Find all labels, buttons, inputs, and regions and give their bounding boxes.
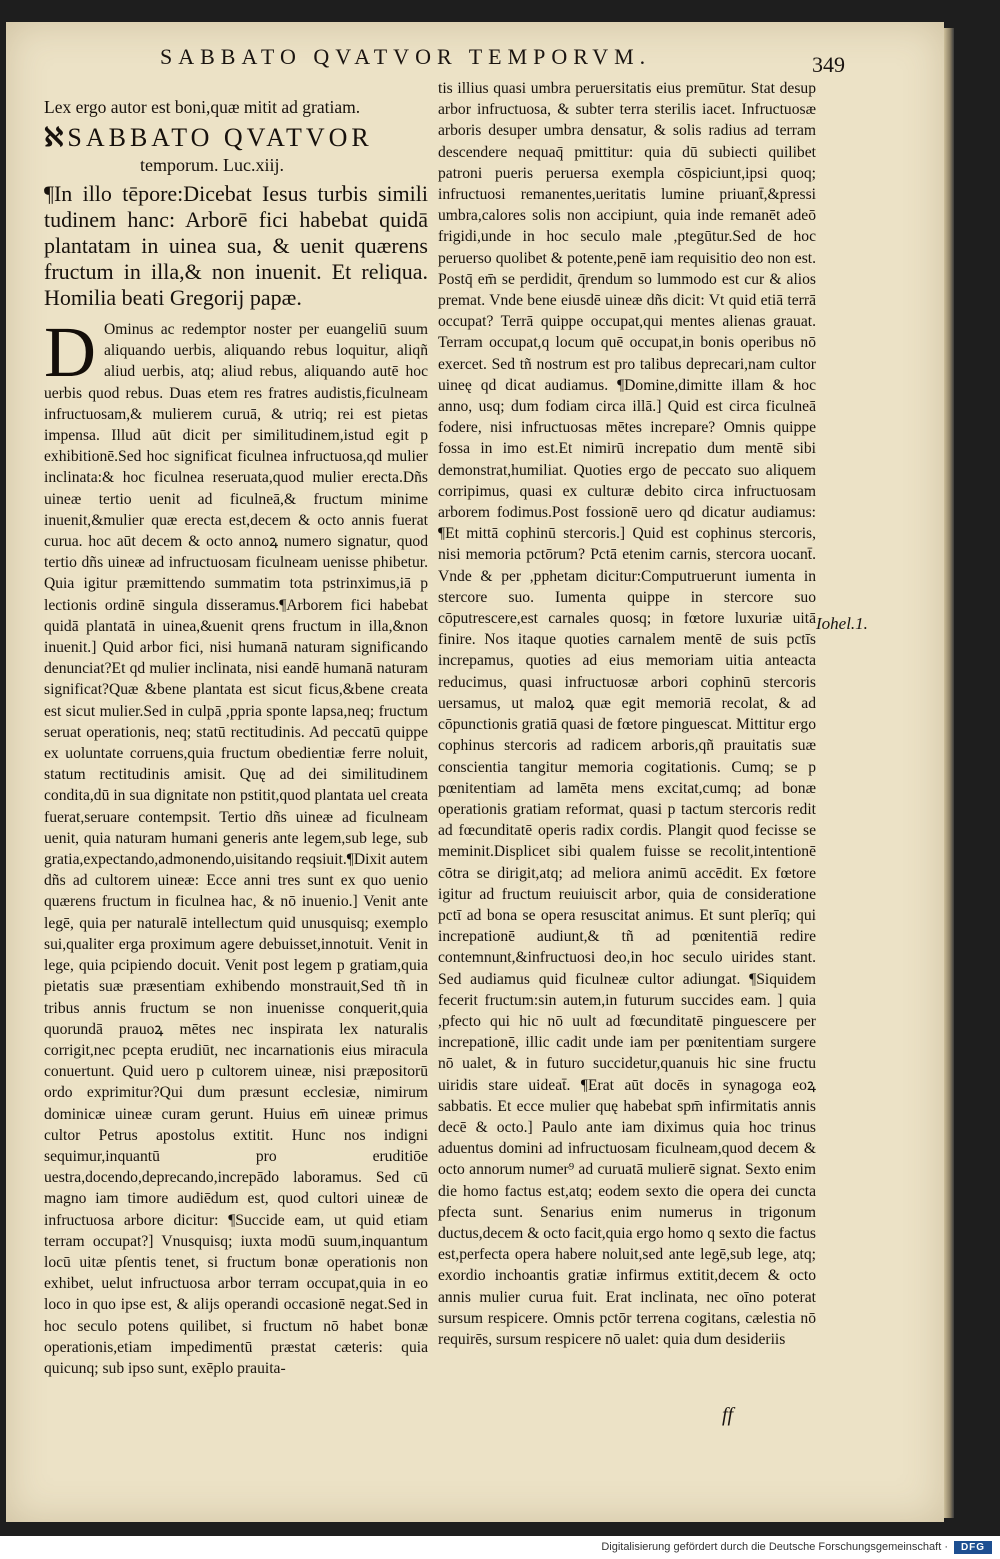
dfg-logo-icon: DFG [954, 1541, 992, 1554]
footer-credit: Digitalisierung gefördert durch die Deutsche Forschungsgemeinschaft · [601, 1541, 948, 1553]
page-edge [944, 28, 954, 1518]
homily-text-right: tis illius quasi umbra peruersitatis eius premūtur. Stat desup arbor infructuosa, & subter terra sterilis iacet. Infructuosæ arboris desuper umbra densatur, & solis radius ad terram descendere nequaq̄ pmittitur: quia dū subiecti quilibet patroni pueris peruersa exempla cōspiciunt,ipsi quoq; infructuosi remanentes,ueritatis lumine priuant̄,&pressi umbra,calores solis non accipiunt, quia inde remanēt adeō frigidi,unde in hoc seculo male ,ptegūtur.Sed de hoc peruerso quolibet & potente,penē iam requisitio deo non est. Postq̄ em̄ se perdidit, q̄rendum so lummodo est cur & alios premat. Vnde bene eiusdē uineæ dñs dicit: Vt quid etiā terrā occupat? Terrā quippe occupat,qui mentes alienas grauat. Terram occupat,q locum quē occupat,in bonis operibus nō exercet. Sed tñ nostrum est pro talibus deprecari,nam cultor uineę qd dicat audiamus. ¶Domine,dimitte illam & hoc anno, usq; dum fodiam circa illā.] Quid est circa ficulneā fodere, nisi infructuosas mētes increpare? Omnis quippe fossa in imo est.Et nimirū increpatio dum mentē sibi demonstrat,humiliat. Quoties ergo de peccato suo aliquem corripimus, quasi ex culturæ debito circa infructuosam arborem fodimus.Post fossionē uero qd dicatur audiamus: ¶Et mittā cophinū stercoris.] Quid est cophinus stercoris, nisi memoria pctōrum? Pctā etenim carnis, stercora uocant̄. Vnde & per ,pphetam dicitur:Computruerunt iumenta in stercore suo. Iumenta quippe in stercore suo cōputrescere,est carnales quosq; in fœtore luxuriæ uitā finire. Nos itaque quoties carnalem mentē de suis pctīs increpamus, quoties ad eius memoriam uitia anteacta reducimus, quasi infructuosæ arbori cophinū stercoris uersamus, ut maloꝝ quæ egit memoriā recolat, & ad cōpunctionis gratiā quasi de fœtore pinguescat. Mittitur ergo cophinus stercoris ad radicem arboris,qñ prauitatis suæ conscientia tangitur memoria cogitationis. Cumq; se p pœnitentiam ad lamēta mens excitat,cumq; ad bonæ operationis gratiam reformat, quasi p tactum stercoris redit ad fœcunditatē operis radix cordis. Plangit quod fecisse se meminit.Displicet sibi qualem fuisse se recolit,intentionē cōtra se dirigit,atq; ad meliora animū accēdit. Ex fœtore igitur ad fructum reuiuiscit arbor, quia de consideratione pctī ad bona se opera resuscitat animus. Et sunt plerīq; qui increpationē audiunt,& tñ ad pœnitentiā redire contemnunt,&infructuosi deo,in hoc seculo uirides stant. Sed audiamus quid ficulneæ cultor adiungat. ¶Siquidem fecerit fructum:sin autem,in futurum succides eam. ] quia ,pfecto qui hic nō uult ad fœcunditatē pinguescere per increpationē, illic cadit unde iam per pœnitentiam surgere nō ualet, & in futuro succidetur,quanuis hic sine fructu uiridis stare uideat̄. ¶Erat aūt docēs in synagoga eoꝝ sabbatis. Et ecce mulier quę habebat spm̄ infirmitatis annis decē & octo.] Paulo ante iam diximus quia hoc trinus aduentus domini ad infructuosam ficulneam,quod decem & octo annorum numer⁹ ad curuatā mulierē signat. Sexto enim die homo factus est,atq; eodem sexto die opera dei cuncta pfecta sunt. Senarius enim numerus in trigonum ductus,decem & octo facit,quia ergo homo q sexto die factus est,perfecta opera habere noluit,sed ante legē,sub lege, atq; exordio inchoantis gratiæ infirmus extitit,decem & octo annis mulier curua fuit. Erat inclinata, nec oīno poterat sursum respicere. Omnis pctōr terrena cogitans, cælestia nō requirēs, sursum respicere nō ualet: quia dum desideriis [438, 80, 816, 1348]
pilcrow-ornament-icon: ℵ [44, 123, 64, 152]
lead-line: Lex ergo autor est boni,quæ mitit ad gratiam. [44, 97, 361, 117]
margin-note: Iohel.1. [816, 614, 868, 633]
section-title-text: SABBATO QVATVOR [67, 123, 373, 152]
footer-bar [0, 1536, 1000, 1559]
section-title [44, 123, 428, 153]
signature-mark: ff [722, 1404, 734, 1426]
homily-body-left: Ominus ac redemptor noster per euangeliū suum aliquando uerbis, aliquando rebus loquitur, aliqñ aliud uerbis, atq; aliud rebus, aliquando autē hoc uerbis quod rebus. Duas etem res fratres audistis,ficulneam infructuosam,& mulierem curuā, & utriq; rei est pietas impensa. Illud aūt dicit per similitudinem,istud egit p exhibitionē.Sed hoc significat ficulnea infructuosa,qd mulier inclinata:& hoc ficulnea reseruata,quod mulier erecta.Dñs uineæ tertio uenit ad ficulneā,& fructum minime inuenit,&mulier quæ erecta est,decem & octo annis fuerat curua. hoc aūt decem & octo annoꝝ numero signatur, quod tertio dñs uineæ ad infructuosam ficulneam uenisse phibetur. Quia igitur præmittendo summatim tota pstrinximus,iā p lectionis ordinē singula disseramus.¶Arborem fici habebat quidā plantatā in uinea,&uenit qrens fructum in illa,&non inuenit.] Quid arbor fici, nisi humanā naturam significando denunciat?Et qd mulier inclinata, nisi eandē humanā naturam significat?Quæ &bene plantata est sicut ficus,&bene creata est sicut mulier.Sed in culpā ,ppria sponte lapsa,neq; fructum seruat operationis, neq; statū rectitudinis. Ad peccatū quippe ex uoluntate corruens,quia fructum obedientiæ ferre noluit, statum rectitudinis amisit. Quę ad dei similitudinem condita,dū in sua dignitate non pstitit,quod plantata uel creata fuerat,seruare contempsit. Tertio dñs uineæ ad ficulneam uenit, quia naturam humani generis ante legem,sub lege, sub gratia,expectando,admonendo,uisitando reqsiuit.¶Dixit autem dñs ad cultorem uineæ: Ecce anni tres sunt ex quo uenio quærens fructum in ficulnea hac, & nō inuenio.] Venit ante legē, quia per naturalē intellectum quid unusquisq; exemplo sui,qualiter erga proximum agere debuisset,innotuit. Venit in lege, quia pcipiendo docuit. Venit post legem p gratiam,quia pietatis suæ præsentiam exhibendo monstrauit,Sed tñ in tribus annis fructum se non inuenisse conquerit,quia quorundā prauoꝝ mētes nec inspirata lex naturalis corrigit,nec pcepta erudiūt, nec incarnationis eius miracula conuertunt. Quid uero p cultorem uineæ, nisi præpositorū ordo exprimitur?Qui dum præsunt ecclesiæ, nimirum dominicæ uineæ curam gerunt. Huius em̄ uineæ primus cultor Petrus apostolus extitit. Hunc nos indigni sequimur,inquantū pro eruditiōe uestra,docendo,deprecando,increpādo laboramus. Sed cū magno iam timore audiēdum est, quod cultori uineæ de infructuosa arbore dicitur: ¶Succide eam, ut quid etiam terram occupat?] Vnusquisq; iuxta modū suum,inquantum locū uitæ pſentis tenet, si fructum bonæ operationis non exhibet, uelut infructuosa arbor terram occupat,quia in eo loco in quo ipse est, & alijs operandi occasionē negat.Sed in hoc seculo potens quilibet, si fructum nō habet bonæ operationis,etiam impedimentū præstat cæteris: quia quicunq; sub ipso sunt, exēplo prauita- [44, 321, 428, 1377]
page-number: 349 [812, 52, 845, 77]
right-column [438, 78, 816, 1350]
left-column [44, 96, 428, 1379]
drop-cap: D [44, 312, 96, 392]
gospel-passage: ¶In illo tēpore:Dicebat Iesus turbis simili tudinem hanc: Arborē fici habebat quidā plantatam in uinea sua, & uenit quærens fructum in illa,& non inuenit. Et reliqua. Homilia beati Gregorij papæ. [44, 181, 428, 310]
section-subtitle: temporum. Luc.xiij. [140, 155, 284, 175]
running-head: SABBATO QVATVOR TEMPORVM. [160, 44, 652, 69]
homily-text-left [44, 312, 428, 1379]
